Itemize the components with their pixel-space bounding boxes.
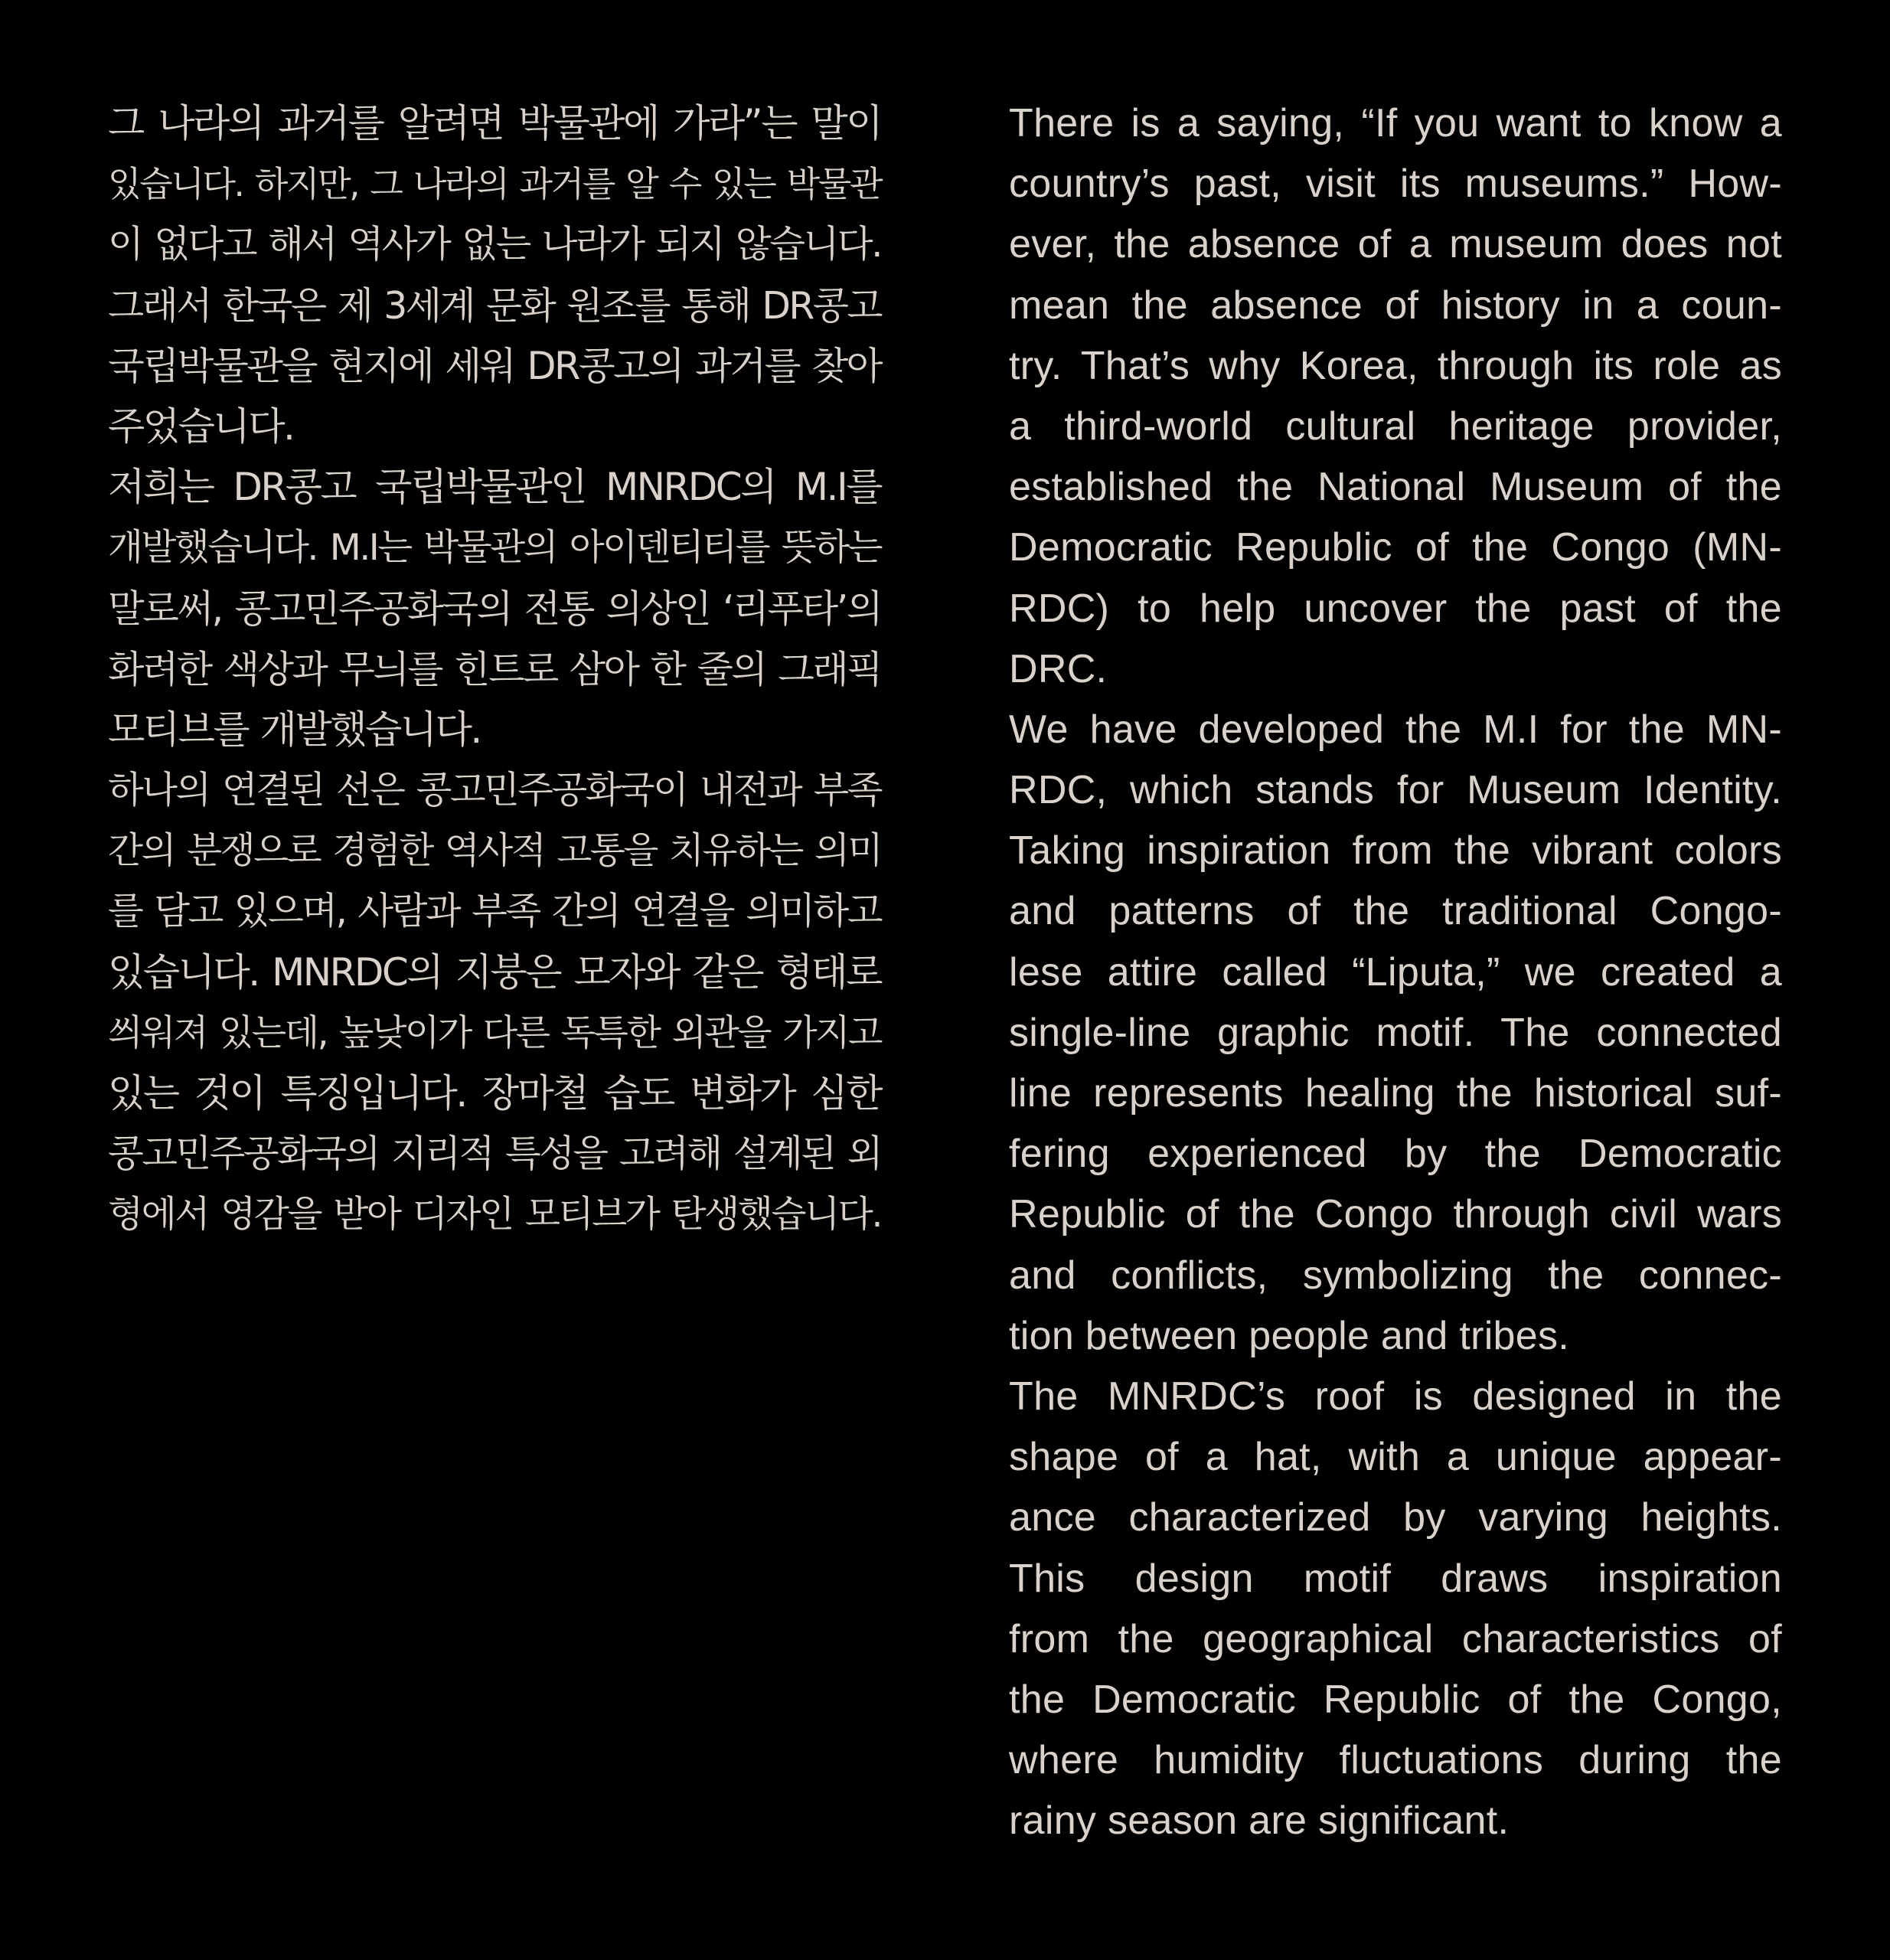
korean-line: 하나의 연결된 선은 콩고민주공화국이 내전과 부족 bbox=[108, 769, 881, 812]
english-line: ever, the absence of a museum does not bbox=[1009, 222, 1782, 267]
korean-line: 모티브를 개발했습니다. bbox=[108, 707, 481, 752]
korean-line: 그래서 한국은 제 3세계 문화 원조를 통해 DR콩고 bbox=[108, 283, 881, 328]
english-line: rainy season are significant. bbox=[1009, 1798, 1510, 1844]
korean-line: 화려한 색상과 무늬를 힌트로 삼아 한 줄의 그래픽 bbox=[108, 646, 881, 691]
english-line: single-line graphic motif. The connected bbox=[1009, 1010, 1782, 1055]
english-line: Taking inspiration from the vibrant colors bbox=[1009, 828, 1782, 874]
english-line: and patterns of the traditional Congo- bbox=[1009, 889, 1782, 934]
english-text-column bbox=[1009, 93, 1782, 1851]
english-line: fering experienced by the Democratic bbox=[1009, 1132, 1782, 1177]
english-line: tion between people and tribes. bbox=[1009, 1313, 1570, 1358]
korean-line: 를 담고 있으며, 사람과 부족 간의 연결을 의미하고 bbox=[108, 890, 881, 933]
english-line: mean the absence of history in a coun- bbox=[1009, 283, 1782, 328]
korean-line: 국립박물관을 현지에 세워 DR콩고의 과거를 찾아 bbox=[108, 343, 881, 388]
english-line: from the geographical characteristics of bbox=[1009, 1616, 1782, 1661]
english-line: DRC. bbox=[1009, 646, 1108, 691]
korean-line: 이 없다고 해서 역사가 없는 나라가 되지 않습니다. bbox=[108, 223, 881, 266]
korean-line: 씌워져 있는데, 높낮이가 다른 독특한 외관을 가지고 bbox=[108, 1011, 881, 1054]
korean-line: 저희는 DR콩고 국립박물관인 MNRDC의 M.I를 bbox=[108, 465, 881, 510]
korean-line: 있습니다. 하지만, 그 나라의 과거를 알 수 있는 박물관 bbox=[108, 164, 881, 205]
english-line: shape of a hat, with a unique appear- bbox=[1009, 1435, 1782, 1480]
english-line: established the National Museum of the bbox=[1009, 465, 1782, 510]
english-line: Democratic Republic of the Congo (MN- bbox=[1009, 525, 1782, 570]
korean-line: 주었습니다. bbox=[108, 403, 294, 449]
english-line: line represents healing the historical suf- bbox=[1009, 1071, 1782, 1116]
english-line: a third-world cultural heritage provider, bbox=[1009, 403, 1782, 449]
english-line: and conflicts, symbolizing the connec- bbox=[1009, 1253, 1782, 1298]
english-line: ance characterized by varying heights. bbox=[1009, 1495, 1782, 1540]
english-line: country’s past, visit its museums.” How- bbox=[1009, 162, 1782, 207]
english-line: lese attire called “Liputa,” we created a bbox=[1009, 949, 1782, 995]
english-line: The MNRDC’s roof is designed in the bbox=[1009, 1374, 1782, 1419]
english-line: the Democratic Republic of the Congo, bbox=[1009, 1677, 1782, 1722]
korean-line: 있는 것이 특징입니다. 장마철 습도 변화가 심한 bbox=[108, 1071, 881, 1116]
korean-line: 형에서 영감을 받아 디자인 모티브가 탄생했습니다. bbox=[108, 1194, 881, 1236]
korean-text-column bbox=[108, 93, 881, 1246]
english-line: RDC, which stands for Museum Identity. bbox=[1009, 768, 1782, 813]
korean-line: 개발했습니다. M.I는 박물관의 아이덴티티를 뜻하는 bbox=[108, 527, 881, 570]
english-line: RDC) to help uncover the past of the bbox=[1009, 586, 1782, 631]
english-line: There is a saying, “If you want to know a bbox=[1009, 101, 1782, 145]
korean-line: 말로써, 콩고민주공화국의 전통 의상인 ‘리푸타’의 bbox=[108, 586, 881, 631]
korean-line: 그 나라의 과거를 알려면 박물관에 가라”는 말이 bbox=[108, 101, 881, 145]
korean-line: 있습니다. MNRDC의 지붕은 모자와 같은 형태로 bbox=[108, 949, 881, 995]
english-line: This design motif draws inspiration bbox=[1009, 1556, 1782, 1601]
korean-line: 간의 분쟁으로 경험한 역사적 고통을 치유하는 의미 bbox=[108, 830, 881, 873]
english-line: Republic of the Congo through civil wars bbox=[1009, 1192, 1782, 1237]
english-line: try. That’s why Korea, through its role as bbox=[1009, 343, 1782, 388]
korean-line: 콩고민주공화국의 지리적 특성을 고려해 설계된 외 bbox=[108, 1132, 881, 1176]
english-line: where humidity fluctuations during the bbox=[1009, 1738, 1782, 1783]
english-line: We have developed the M.I for the MN- bbox=[1009, 707, 1782, 752]
